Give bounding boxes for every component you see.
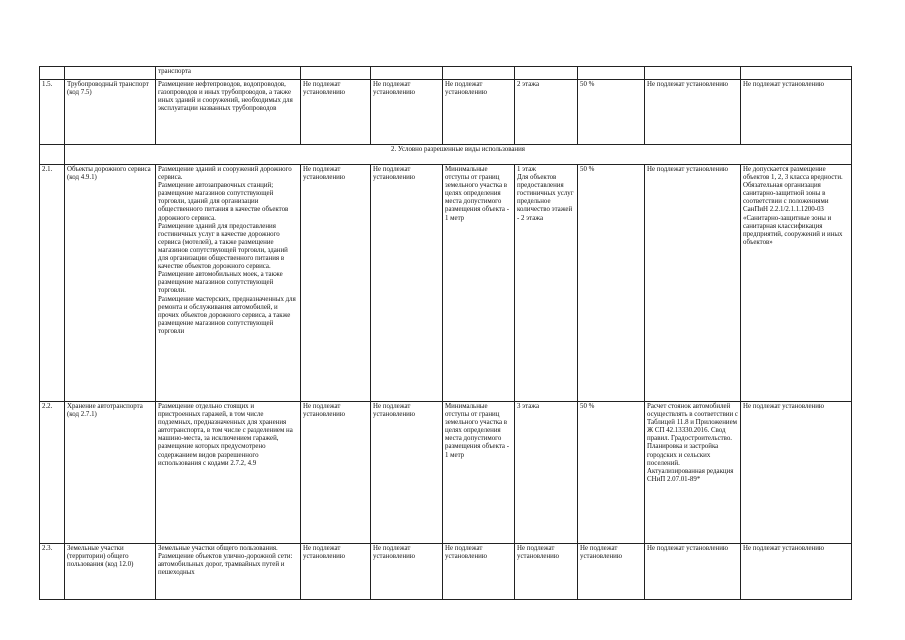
cell-col9: Не подлежат установлению	[645, 80, 741, 145]
use-description: Размещение нефтепроводов, водопроводов, газопроводов и иных трубопроводов, а также иных зданий и сооружений, необходимых для эксплуатации названных трубопроводов	[156, 80, 301, 145]
table-row	[40, 80, 852, 145]
cell-col6: Минимальные отступы от границ земельного участка в целях определения места допустимого размещения объекта - 1 метр	[443, 165, 515, 402]
cell-col10: Не допускается размещение объектов 1, 2, 3 класса вредности. Обязательная организация санитарно-защитной зоны в соответствии с положениями СанПиН 2.2.1/2.1.1.1200-03 «Санитарно-защитные зоны и санитарная классификация предприятий, сооружений и иных объектов»	[741, 165, 852, 402]
top-fragment-cell: транспорта	[156, 67, 301, 80]
cell-col8: 50 %	[578, 80, 645, 145]
cell-col5: Не подлежат установлению	[371, 165, 443, 402]
cell-col6: Минимальные отступы от границ земельного участка в целях определения места допустимого размещения объекта - 1 метр	[443, 402, 515, 544]
table-row	[40, 165, 852, 402]
row-number: 2.1.	[40, 165, 65, 402]
cell-col9: Расчет стоянок автомобилей осуществлять в соответствии с Таблицей 11.8 и Приложением Ж СП 42.13330.2016. Свод правил. Градостроительство. Планировка и застройка городских и сельских поселений. Актуализированная редакция СНиП 2.07.01-89*	[645, 402, 741, 544]
cell-col9: Не подлежат установлению	[645, 165, 741, 402]
row-number: 2.2.	[40, 402, 65, 544]
cell-col8: 50 %	[578, 165, 645, 402]
use-name: Земельные участки (территории) общего пользования (код 12.0)	[65, 544, 156, 600]
section-title: 2. Условно разрешенные виды использования	[65, 145, 852, 165]
use-description: Размещение отдельно стоящих и пристроенных гаражей, в том числе подземных, предназначенных для хранения автотранспорта, в том числе с разделением на машино-места, за исключением гаражей, размещение которых предусмотрено содержанием видов разрешенного использования с кодами 2.7.2, 4.9	[156, 402, 301, 544]
cell-col8: Не подлежат установлению	[578, 544, 645, 600]
use-description: Земельные участки общего пользования. Размещение объектов улично-дорожной сети: автомобильных дорог, трамвайных путей и пешеходных	[156, 544, 301, 600]
cell-col7: Не подлежат установлению	[515, 544, 578, 600]
cell-col8: 50 %	[578, 402, 645, 544]
cell-col4: Не подлежат установлению	[301, 544, 371, 600]
zoning-regulations-table	[39, 66, 852, 600]
use-name: Объекты дорожного сервиса (код 4.9.1)	[65, 165, 156, 402]
cell-col10: Не подлежат установлению	[741, 544, 852, 600]
table-row	[40, 402, 852, 544]
cell-col5: Не подлежат установлению	[371, 402, 443, 544]
use-description: Размещение зданий и сооружений дорожного сервиса. Размещение автозаправочных станций; размещение магазинов сопутствующей торговли, зданий для организации общественного питания в качестве объектов дорожного сервиса. Размещение зданий для предоставления гостиничных услуг в качестве дорожного сервиса (мотелей), а также размещение магазинов сопутствующей торговли, зданий для организации общественного питания в качестве объектов дорожного сервиса. Размещение автомобильных моек, а также размещение магазинов сопутствующей торговли. Размещение мастерских, предназначенных для ремонта и обслуживания автомобилей, и прочих объектов дорожного сервиса, а также размещение магазинов сопутствующей торговли	[156, 165, 301, 402]
table-row	[40, 67, 852, 80]
use-name: Хранение автотранспорта (код 2.7.1)	[65, 402, 156, 544]
cell-col4: Не подлежат установлению	[301, 165, 371, 402]
row-number: 2.3.	[40, 544, 65, 600]
cell-col5: Не подлежат установлению	[371, 544, 443, 600]
cell-col7: 3 этажа	[515, 402, 578, 544]
table-row	[40, 544, 852, 600]
cell-col10: Не подлежат установлению	[741, 402, 852, 544]
use-name: Трубопроводный транспорт (код 7.5)	[65, 80, 156, 145]
cell-col4: Не подлежат установлению	[301, 402, 371, 544]
cell-col6: Не подлежат установлению	[443, 80, 515, 145]
section-header-row	[40, 145, 852, 165]
cell-col6: Не подлежат установлению	[443, 544, 515, 600]
cell-col4: Не подлежат установлению	[301, 80, 371, 145]
cell-col7: 2 этажа	[515, 80, 578, 145]
cell-col7: 1 этаж Для объектов предоставления гостиничных услуг предельное количество этажей - 2 этажа	[515, 165, 578, 402]
cell-col5: Не подлежат установлению	[371, 80, 443, 145]
cell-col9: Не подлежат установлению	[645, 544, 741, 600]
cell-col10: Не подлежат установлению	[741, 80, 852, 145]
row-number: 1.5.	[40, 80, 65, 145]
